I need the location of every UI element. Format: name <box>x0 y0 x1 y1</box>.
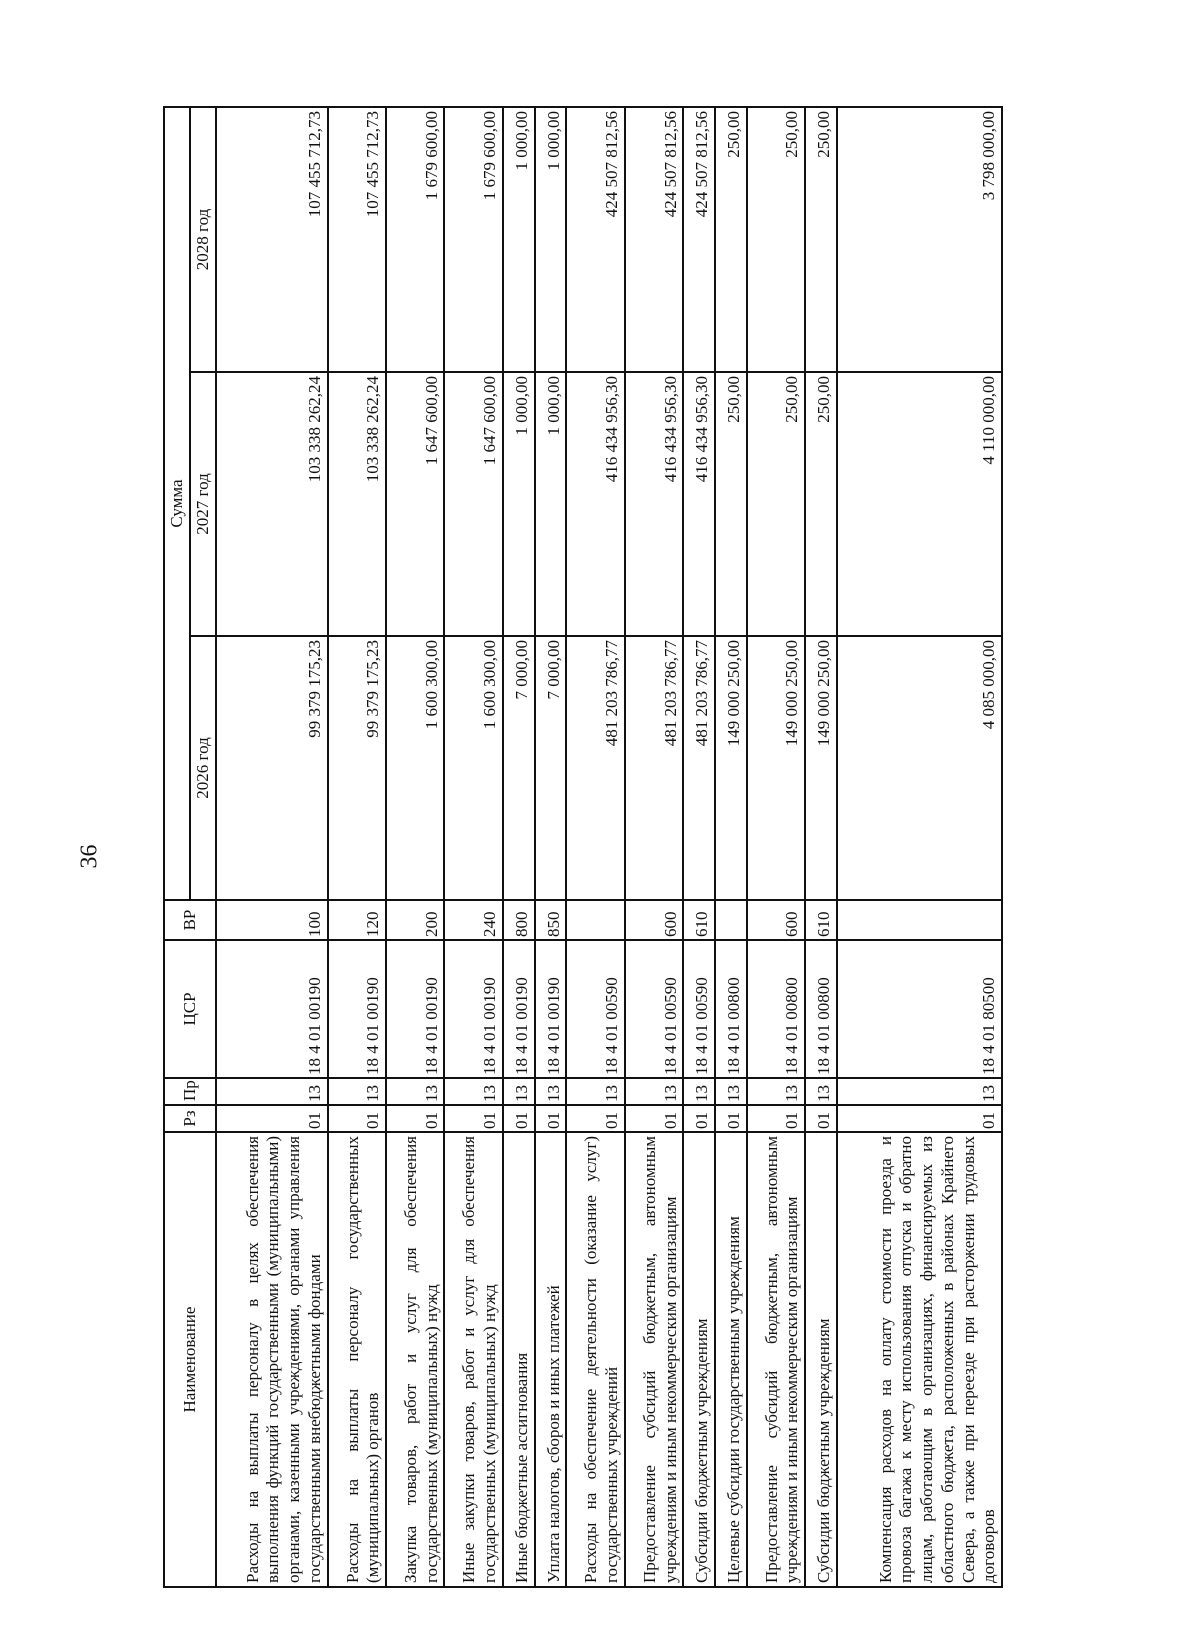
row-2028: 107 455 712,73 <box>328 107 386 372</box>
row-vr: 610 <box>683 900 715 940</box>
row-vr: 800 <box>503 900 535 940</box>
table-row <box>386 107 444 1587</box>
row-2026: 149 000 250,00 <box>747 636 805 900</box>
row-name: Закупка товаров, работ и услуг для обеспечения государственных (муниципальных) нужд <box>386 1132 444 1587</box>
header-csr: ЦСР <box>164 940 216 1078</box>
row-csr: 18 4 01 00800 <box>805 940 837 1078</box>
table-row <box>625 107 683 1587</box>
row-2027: 250,00 <box>747 372 805 636</box>
row-2028: 250,00 <box>715 107 747 372</box>
row-name: Субсидии бюджетным учреждениям <box>683 1132 715 1587</box>
row-rz: 01 <box>503 1105 535 1132</box>
row-name: Уплата налогов, сборов и иных платежей <box>535 1132 567 1587</box>
row-pr: 13 <box>625 1078 683 1105</box>
row-name: Расходы на выплаты персоналу государственных (муниципальных) органов <box>328 1132 386 1587</box>
row-vr <box>715 900 747 940</box>
row-2028: 424 507 812,56 <box>566 107 624 372</box>
row-csr: 18 4 01 00590 <box>683 940 715 1078</box>
row-2027: 103 338 262,24 <box>328 372 386 636</box>
row-rz: 01 <box>837 1105 1002 1132</box>
row-2028: 424 507 812,56 <box>683 107 715 372</box>
row-pr: 13 <box>747 1078 805 1105</box>
table-row <box>216 107 328 1587</box>
header-vr: ВР <box>164 900 216 940</box>
header-2028: 2028 год <box>190 107 216 372</box>
row-2026: 99 379 175,23 <box>328 636 386 900</box>
row-2026: 149 000 250,00 <box>715 636 747 900</box>
row-name: Иные бюджетные ассигнования <box>503 1132 535 1587</box>
row-pr: 13 <box>386 1078 444 1105</box>
row-2027: 1 000,00 <box>503 372 535 636</box>
row-pr: 13 <box>503 1078 535 1105</box>
row-vr: 850 <box>535 900 567 940</box>
row-2027: 416 434 956,30 <box>566 372 624 636</box>
header-name: Наименование <box>164 1132 216 1587</box>
row-name: Иные закупки товаров, работ и услуг для обеспечения государственных (муниципальных) нужд <box>444 1132 502 1587</box>
row-2026: 481 203 786,77 <box>625 636 683 900</box>
row-vr: 100 <box>216 900 328 940</box>
row-2026: 1 600 300,00 <box>386 636 444 900</box>
row-vr: 600 <box>625 900 683 940</box>
row-rz: 01 <box>683 1105 715 1132</box>
row-vr <box>566 900 624 940</box>
row-2028: 424 507 812,56 <box>625 107 683 372</box>
budget-table-rotated <box>163 108 1003 1588</box>
row-2027: 103 338 262,24 <box>216 372 328 636</box>
row-2028: 1 679 600,00 <box>444 107 502 372</box>
row-pr: 13 <box>566 1078 624 1105</box>
row-2027: 250,00 <box>715 372 747 636</box>
row-name: Предоставление субсидий бюджетным, автономным учреждениям и иным некоммерческим организациям <box>747 1132 805 1587</box>
row-csr: 18 4 01 80500 <box>837 940 1002 1078</box>
row-csr: 18 4 01 00190 <box>386 940 444 1078</box>
row-rz: 01 <box>715 1105 747 1132</box>
table-row <box>566 107 624 1587</box>
row-rz: 01 <box>216 1105 328 1132</box>
table-row <box>503 107 535 1587</box>
row-2026: 481 203 786,77 <box>566 636 624 900</box>
table-row <box>715 107 747 1587</box>
row-csr: 18 4 01 00590 <box>625 940 683 1078</box>
row-name: Расходы на выплаты персоналу в целях обеспечения выполнения функций государственными (муниципальными) органами, казенными учреждениями, органами управления государственными внебюджетными фондами <box>216 1132 328 1587</box>
row-name: Предоставление субсидий бюджетным, автономным учреждениям и иным некоммерческим организациям <box>625 1132 683 1587</box>
row-pr: 13 <box>837 1078 1002 1105</box>
header-pr: Пр <box>164 1078 216 1105</box>
table-row <box>535 107 567 1587</box>
row-pr: 13 <box>444 1078 502 1105</box>
row-rz: 01 <box>625 1105 683 1132</box>
row-2027: 4 110 000,00 <box>837 372 1002 636</box>
row-2028: 1 000,00 <box>503 107 535 372</box>
header-2026: 2026 год <box>190 636 216 900</box>
row-2028: 3 798 000,00 <box>837 107 1002 372</box>
row-rz: 01 <box>535 1105 567 1132</box>
row-2027: 416 434 956,30 <box>625 372 683 636</box>
table-body <box>216 107 1002 1587</box>
row-vr <box>837 900 1002 940</box>
table-row <box>837 107 1002 1587</box>
row-pr: 13 <box>683 1078 715 1105</box>
table-row <box>805 107 837 1587</box>
row-2027: 1 000,00 <box>535 372 567 636</box>
row-name: Целевые субсидии государственным учреждениям <box>715 1132 747 1587</box>
row-2027: 1 647 600,00 <box>386 372 444 636</box>
row-vr: 120 <box>328 900 386 940</box>
budget-table-frame <box>163 108 1003 1588</box>
row-2027: 1 647 600,00 <box>444 372 502 636</box>
row-csr: 18 4 01 00800 <box>715 940 747 1078</box>
row-csr: 18 4 01 00590 <box>566 940 624 1078</box>
row-2026: 7 000,00 <box>535 636 567 900</box>
row-name: Расходы на обеспечение деятельности (оказание услуг) государственных учреждений <box>566 1132 624 1587</box>
row-vr: 600 <box>747 900 805 940</box>
row-pr: 13 <box>535 1078 567 1105</box>
row-2028: 1 000,00 <box>535 107 567 372</box>
budget-table <box>163 106 1003 1588</box>
header-rz: Рз <box>164 1105 216 1132</box>
row-2026: 4 085 000,00 <box>837 636 1002 900</box>
row-2027: 250,00 <box>805 372 837 636</box>
row-vr: 200 <box>386 900 444 940</box>
row-csr: 18 4 01 00190 <box>216 940 328 1078</box>
table-header <box>164 107 216 1587</box>
row-rz: 01 <box>566 1105 624 1132</box>
row-2027: 416 434 956,30 <box>683 372 715 636</box>
row-rz: 01 <box>444 1105 502 1132</box>
row-2026: 99 379 175,23 <box>216 636 328 900</box>
row-csr: 18 4 01 00190 <box>444 940 502 1078</box>
row-2028: 1 679 600,00 <box>386 107 444 372</box>
row-2026: 149 000 250,00 <box>805 636 837 900</box>
row-2028: 250,00 <box>805 107 837 372</box>
table-row <box>444 107 502 1587</box>
row-rz: 01 <box>747 1105 805 1132</box>
page-number: 36 <box>76 844 103 869</box>
row-vr: 610 <box>805 900 837 940</box>
header-sum: Сумма <box>164 107 190 900</box>
row-2028: 107 455 712,73 <box>216 107 328 372</box>
row-name: Субсидии бюджетным учреждениям <box>805 1132 837 1587</box>
table-row <box>747 107 805 1587</box>
row-pr: 13 <box>328 1078 386 1105</box>
row-rz: 01 <box>805 1105 837 1132</box>
row-name: Компенсация расходов на оплату стоимости проезда и провоза багажа к месту использования отпуска и обратно лицам, работающим в организациях, финансируемых из областного бюджета, расположенных в районах Крайнего Севера, а также при переезде при расторжении трудовых договоров <box>837 1132 1002 1587</box>
row-csr: 18 4 01 00190 <box>535 940 567 1078</box>
header-2027: 2027 год <box>190 372 216 636</box>
table-row <box>328 107 386 1587</box>
row-rz: 01 <box>328 1105 386 1132</box>
row-pr: 13 <box>216 1078 328 1105</box>
row-csr: 18 4 01 00190 <box>328 940 386 1078</box>
row-pr: 13 <box>805 1078 837 1105</box>
table-row <box>683 107 715 1587</box>
row-2026: 7 000,00 <box>503 636 535 900</box>
row-rz: 01 <box>386 1105 444 1132</box>
row-2026: 481 203 786,77 <box>683 636 715 900</box>
row-pr: 13 <box>715 1078 747 1105</box>
row-csr: 18 4 01 00190 <box>503 940 535 1078</box>
row-vr: 240 <box>444 900 502 940</box>
row-2026: 1 600 300,00 <box>444 636 502 900</box>
row-csr: 18 4 01 00800 <box>747 940 805 1078</box>
row-2028: 250,00 <box>747 107 805 372</box>
